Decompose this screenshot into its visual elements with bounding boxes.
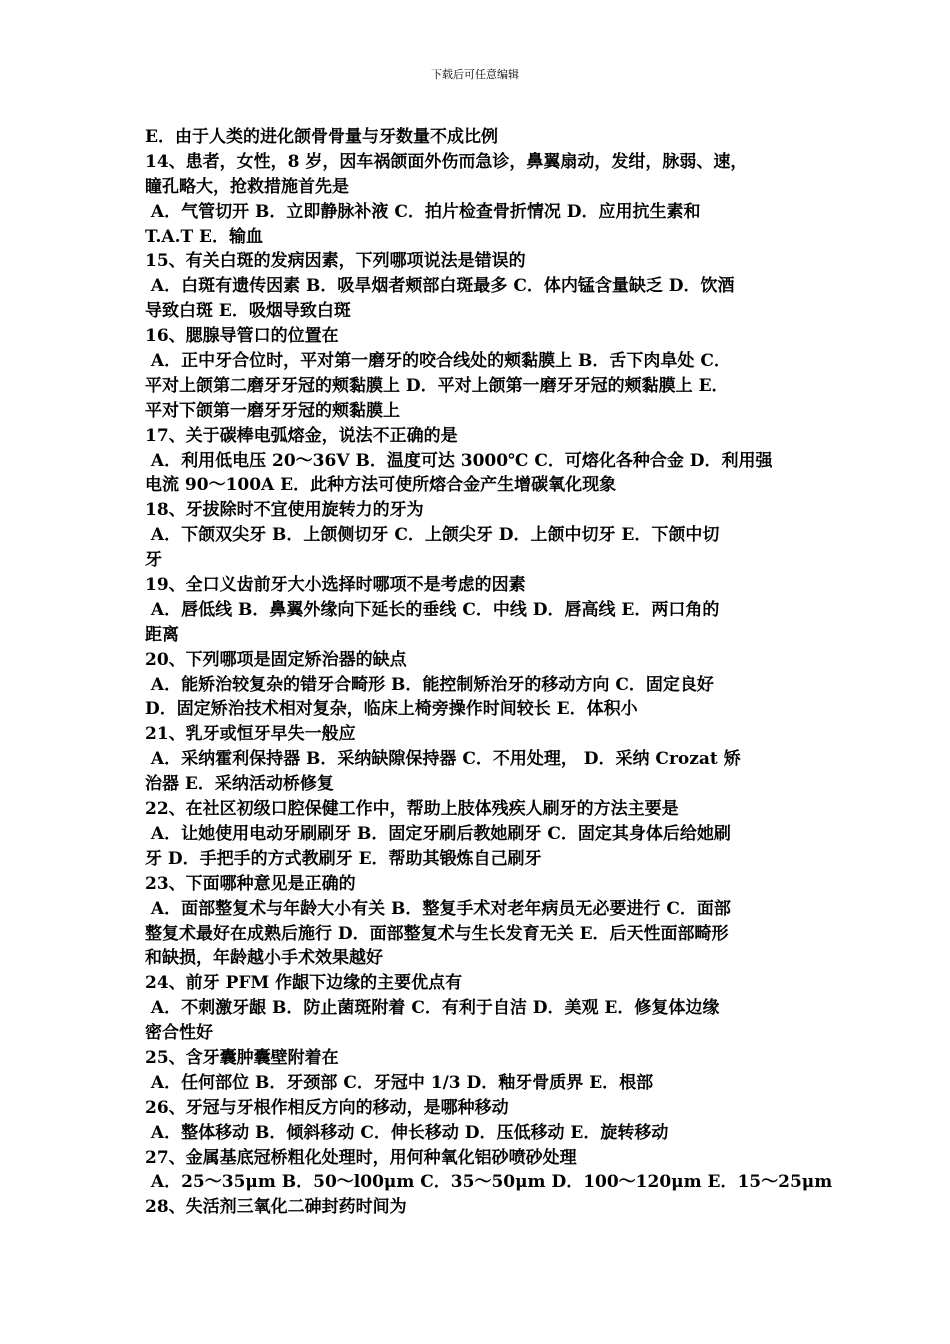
text-line: 电流 90～100A E．此种方法可使所熔合金产生增碳氧化现象 (145, 475, 617, 496)
text-line: E．由于人类的进化颌骨骨量与牙数量不成比例 (145, 127, 498, 147)
text-line: A．唇低线 B．鼻翼外缘向下延长的垂线 C．中线 D．唇高线 E．两口角的 (145, 599, 720, 620)
text-line: 距离 (145, 624, 179, 645)
text-line: 16、腮腺导管口的位置在 (145, 326, 339, 347)
text-line: 平对下颌第一磨牙牙冠的颊黏膜上 (145, 400, 400, 421)
text-line: 和缺损，年龄越小手术效果越好 (145, 948, 383, 969)
text-line: 治器 E．采纳活动桥修复 (145, 774, 334, 795)
text-line: A．整体移动 B．倾斜移动 C．伸长移动 D．压低移动 E．旋转移动 (145, 1122, 669, 1143)
text-line: A．25～35μm B．50～l00μm C．35～50μm D．100～120μm E．15～25μm (145, 1172, 833, 1193)
text-line: A．任何部位 B．牙颈部 C．牙冠中 1/3 D．釉牙骨质界 E．根部 (145, 1072, 654, 1093)
document-body (145, 125, 833, 1220)
text-line: 24、前牙 PFM 作龈下边缘的主要优点有 (145, 973, 463, 994)
text-line: A．面部整复术与年龄大小有关 B．整复手术对老年病员无必要进行 C．面部 (145, 898, 731, 919)
text-line: 整复术最好在成熟后施行 D．面部整复术与生长发育无关 E．后天性面部畸形 (145, 923, 729, 944)
text-line: A．不刺激牙龈 B．防止菌斑附着 C．有利于自洁 D．美观 E．修复体边缘 (145, 998, 720, 1019)
text-line: A．利用低电压 20～36V B．温度可达 3000℃ C．可熔化各种合金 D．利用强 (145, 450, 773, 471)
text-line: 瞳孔略大，抢救措施首先是 (145, 176, 349, 197)
text-line: 导致白斑 E．吸烟导致白斑 (145, 301, 351, 322)
text-line: 密合性好 (145, 1023, 213, 1044)
text-line: 20、下列哪项是固定矫治器的缺点 (145, 649, 407, 670)
text-line: A．下颌双尖牙 B．上颌侧切牙 C．上颌尖牙 D．上颌中切牙 E．下颌中切 (145, 525, 720, 546)
text-line: 18、牙拔除时不宜使用旋转力的牙为 (145, 500, 424, 521)
text-line: A．让她使用电动牙刷刷牙 B．固定牙刷后教她刷牙 C．固定其身体后给她刷 (145, 823, 731, 844)
text-line: 14、患者，女性，8 岁，因车祸颌面外伤而急诊，鼻翼扇动，发绀，脉弱、速， (145, 151, 748, 172)
text-line: D．固定矫治技术相对复杂，临床上椅旁操作时间较长 E．体积小 (145, 699, 638, 720)
text-line: 27、金属基底冠桥粗化处理时，用何种氧化铝砂喷砂处理 (145, 1147, 577, 1168)
text-line: 25、含牙囊肿囊壁附着在 (145, 1047, 339, 1068)
page-header: 下载后可任意编辑 (431, 68, 519, 81)
text-line: A．白斑有遗传因素 B．吸旱烟者颊部白斑最多 C．体内锰含量缺乏 D．饮酒 (145, 276, 735, 297)
text-line: 牙 (145, 550, 162, 571)
text-line: A．正中牙合位时，平对第一磨牙的咬合线处的颊黏膜上 B．舌下肉阜处 C． (145, 351, 731, 372)
text-line: T.A.T E．输血 (145, 226, 264, 247)
text-line: 17、关于碳棒电弧熔金，说法不正确的是 (145, 425, 458, 446)
text-line: 21、乳牙或恒牙早失一般应 (145, 724, 356, 745)
text-line: 牙 D．手把手的方式教刷牙 E．帮助其锻炼自己刷牙 (145, 848, 542, 869)
text-line: 23、下面哪种意见是正确的 (145, 873, 356, 894)
text-line: A．能矫治较复杂的错牙合畸形 B．能控制矫治牙的移动方向 C．固定良好 (145, 674, 714, 695)
text-line: 22、在社区初级口腔保健工作中，帮助上肢体残疾人刷牙的方法主要是 (145, 799, 679, 820)
text-line: 28、失活剂三氧化二砷封药时间为 (145, 1197, 407, 1218)
text-line: 26、牙冠与牙根作相反方向的移动，是哪种移动 (145, 1097, 509, 1118)
text-line: A．气管切开 B．立即静脉补液 C．拍片检查骨折情况 D．应用抗生素和 (145, 201, 701, 222)
text-line: 19、全口义齿前牙大小选择时哪项不是考虑的因素 (145, 575, 526, 596)
text-line: A．采纳霍利保持器 B．采纳缺隙保持器 C．不用处理， D．采纳 Crozat 矫 (145, 749, 741, 770)
text-line: 平对上颌第二磨牙牙冠的颊黏膜上 D．平对上颌第一磨牙牙冠的颊黏膜上 E． (145, 375, 729, 396)
text-line: 15、有关白斑的发病因素，下列哪项说法是错误的 (145, 251, 526, 272)
